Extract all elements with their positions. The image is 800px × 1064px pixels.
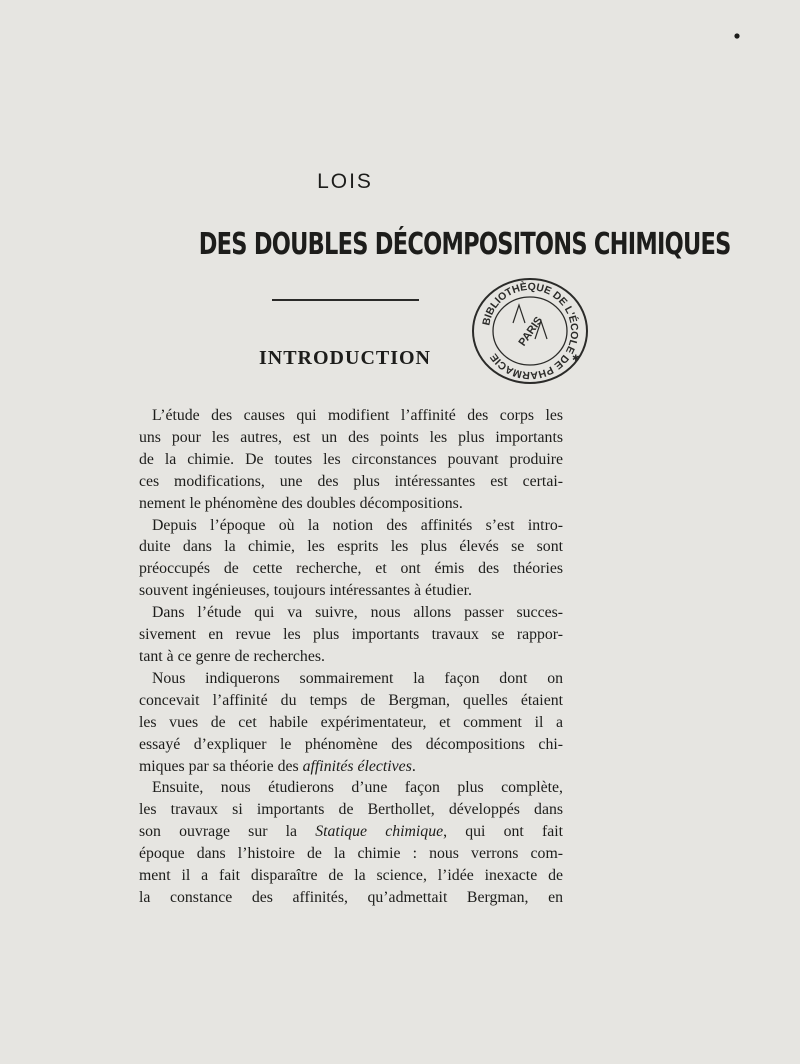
text-line: préoccupés de cette recherche, et ont émis des théories [139,560,563,578]
text-line: ment il a fait disparaître de la science, l’idée inexacte de [139,867,563,885]
text-line: Depuis l’époque où la notion des affinités s’est intro- [152,516,563,534]
italic-phrase: Statique chimique [315,823,444,841]
section-heading: INTRODUCTION [258,347,432,369]
text-line: les travaux si importants de Berthollet, développés dans [139,801,563,819]
text-line: de la chimie. De toutes les circonstances pouvant produire [139,450,563,468]
text-line: essayé d’expliquer le phénomène des décompositions chi- [139,735,563,753]
text-line: époque dans l’histoire de la chimie : nous verrons com- [139,845,563,863]
text-line [139,821,563,843]
svg-text:✱: ✱ [572,353,580,363]
text-line: nement le phénomène des doubles décompositions. [139,494,463,512]
text-line: les vues de cet habile expérimentateur, et comment il a [139,713,563,731]
title-lois: LOIS [317,170,373,193]
text-run: son ouvrage sur la [139,823,316,841]
text-line: duite dans la chimie, les esprits les plus élevés se sont [139,538,563,556]
svg-text:BIBLIOTHÈQUE DE L'ÉCOLE DE PHA: BIBLIOTHÈQUE DE L'ÉCOLE DE PHARMACIE [480,280,581,382]
library-stamp [469,275,591,387]
text-line: souvent ingénieuses, toujours intéressantes à étudier. [139,582,472,600]
text-line: tant à ce genre de recherches. [139,647,325,665]
text-run: miques par sa théorie des [139,757,303,775]
text-line: ces modifications, une des plus intéressantes est certai- [139,472,563,490]
title-divider [272,299,419,301]
text-line: concevait l’affinité du temps de Bergman, quelles étaient [139,691,563,709]
text-line [139,756,563,778]
text-line: uns pour les autres, est un des points les plus importants [139,428,563,446]
text-line: Nous indiquerons sommairement la façon dont on [152,669,563,687]
text-run: , qui ont fait [443,823,563,841]
document-title: DES DOUBLES DÉCOMPOSITONS CHIMIQUES [198,227,731,262]
text-line: la constance des affinités, qu’admettait Bergman, en [139,888,563,906]
ink-speck-mark [733,32,741,40]
text-line: sivement en revue les plus importants travaux se rappor- [139,626,563,644]
text-run: . [411,757,416,775]
italic-phrase: affinités électives [302,757,412,775]
text-line: Ensuite, nous étudierons d’une façon plus complète, [152,779,563,797]
text-line: Dans l’étude qui va suivre, nous allons passer succes- [152,604,563,622]
svg-text:PARIS: PARIS [516,314,546,349]
body-text [139,405,563,909]
text-line: L’étude des causes qui modifient l’affinité des corps les [152,407,563,424]
